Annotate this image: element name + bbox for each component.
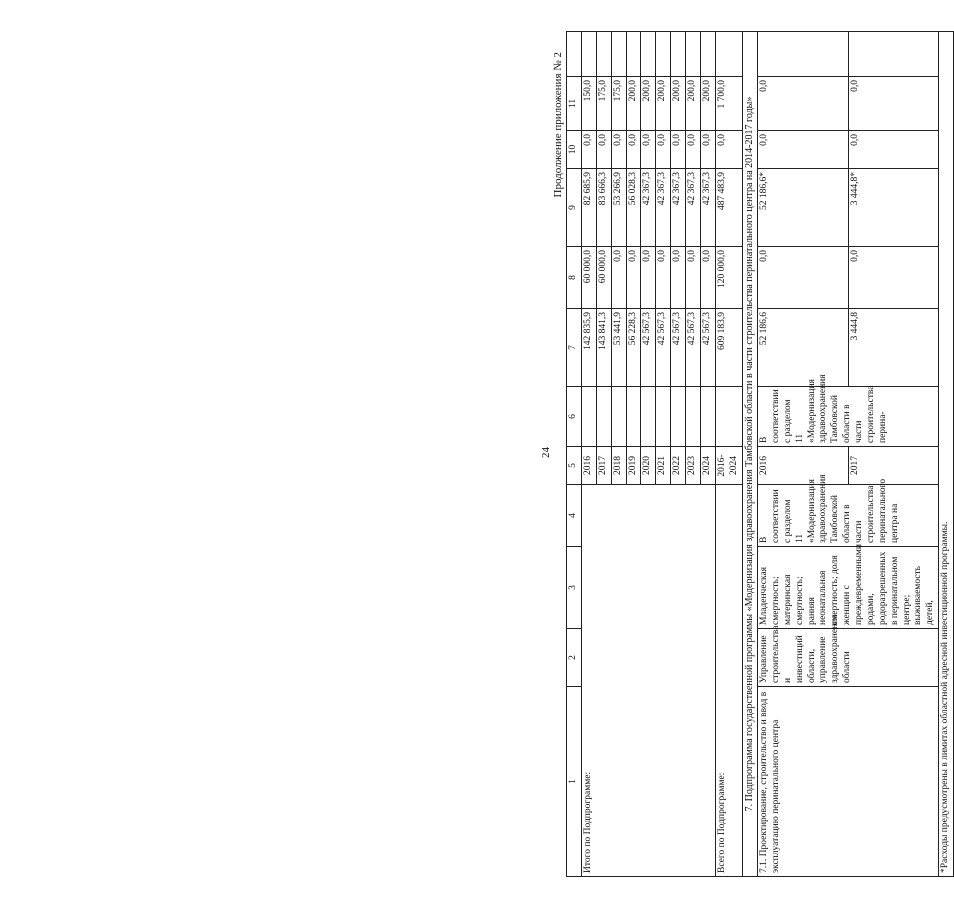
year-cell: 2017 <box>596 447 611 485</box>
value-cell: 0,0 <box>626 131 641 169</box>
value-cell: 0,0 <box>848 247 939 309</box>
header-cell-4: 4 <box>567 485 582 547</box>
value-cell: 0,0 <box>671 131 686 169</box>
value-cell: 52 186,6 <box>758 309 849 387</box>
year-cell: 2023 <box>686 447 701 485</box>
value-cell: 0,0 <box>671 247 686 309</box>
year-cell: 2016 <box>758 447 849 485</box>
value-cell: 53 266,9 <box>611 169 626 247</box>
item-executor: Управление строительства и инвестиций области, управление здравоохранения области <box>758 629 939 687</box>
value-cell: 0,0 <box>611 247 626 309</box>
empty-cell <box>671 387 686 447</box>
year-cell: 2019 <box>626 447 641 485</box>
value-cell: 200,0 <box>641 77 656 131</box>
empty-cell <box>626 32 641 77</box>
value-cell: 3 444,8 <box>848 309 939 387</box>
empty-cell <box>641 387 656 447</box>
value-cell: 0,0 <box>700 247 715 309</box>
value-cell: 200,0 <box>626 77 641 131</box>
value-cell: 142 835,9 <box>581 309 596 387</box>
header-cell-1: 1 <box>567 687 582 877</box>
value-cell: 0,0 <box>848 131 939 169</box>
value-cell: 0,0 <box>611 131 626 169</box>
value-cell: 175,0 <box>596 77 611 131</box>
value-cell: 83 666,3 <box>596 169 611 247</box>
value-cell: 3 444,8* <box>848 169 939 247</box>
year-cell: 2020 <box>641 447 656 485</box>
value-cell: 200,0 <box>671 77 686 131</box>
value-cell: 1 700,0 <box>715 77 742 131</box>
value-cell: 42 367,3 <box>686 169 701 247</box>
vsego-label: Всего по Подпрограмме: <box>715 485 742 877</box>
item-name: 7.1. Проектирование, строительство и ввод в эксплуатацию перинатального центра <box>758 687 939 877</box>
value-cell: 42 567,3 <box>641 309 656 387</box>
value-cell: 0,0 <box>848 77 939 131</box>
empty-cell <box>626 387 641 447</box>
year-cell: 2022 <box>671 447 686 485</box>
value-cell: 56 028,3 <box>626 169 641 247</box>
footnote: *Расходы предусмотрены в лимитах областной адресной инвестиционной программы. <box>939 32 954 877</box>
table-body <box>567 32 954 877</box>
value-cell: 0,0 <box>656 131 671 169</box>
empty-cell <box>581 387 596 447</box>
empty-cell <box>715 32 742 77</box>
table-row <box>581 32 596 877</box>
value-cell: 0,0 <box>715 131 742 169</box>
header-cell-8: 8 <box>567 247 582 309</box>
itogo-label: Итого по Подпрограмме: <box>581 485 715 877</box>
value-cell: 0,0 <box>641 247 656 309</box>
value-cell: 200,0 <box>686 77 701 131</box>
header-row <box>567 32 582 877</box>
empty-cell <box>641 32 656 77</box>
header-cell-6: 6 <box>567 387 582 447</box>
value-cell: 42 567,3 <box>656 309 671 387</box>
value-cell: 0,0 <box>758 77 849 131</box>
header-cell-7: 7 <box>567 309 582 387</box>
empty-cell <box>686 387 701 447</box>
value-cell: 42 567,3 <box>700 309 715 387</box>
empty-cell <box>611 387 626 447</box>
value-cell: 53 441,9 <box>611 309 626 387</box>
year-cell: 2018 <box>611 447 626 485</box>
empty-cell <box>656 387 671 447</box>
value-cell: 42 367,3 <box>671 169 686 247</box>
value-cell: 200,0 <box>656 77 671 131</box>
footnote-row <box>939 32 954 877</box>
page-number: 24 <box>540 447 552 458</box>
item-source: В соответствии с разделом 11 «Модернизация здравоохранения Тамбовской области в части строительства перина- <box>758 387 939 447</box>
empty-cell <box>581 32 596 77</box>
header-cell-9: 9 <box>567 169 582 247</box>
year-cell: 2017 <box>848 447 939 485</box>
header-cell-3: 3 <box>567 547 582 629</box>
section-row <box>742 32 758 877</box>
value-cell: 200,0 <box>700 77 715 131</box>
year-cell: 2016 <box>581 447 596 485</box>
header-cell-10: 10 <box>567 131 582 169</box>
empty-cell <box>671 32 686 77</box>
value-cell: 0,0 <box>758 247 849 309</box>
value-cell: 60 000,0 <box>581 247 596 309</box>
empty-cell <box>611 32 626 77</box>
value-cell: 175,0 <box>611 77 626 131</box>
item-basis: В соответствии с разделом 11 «Модернизация здравоохранения Тамбовской области в части строительства перинатального центра на <box>758 485 939 547</box>
empty-cell <box>700 387 715 447</box>
header-cell-2: 2 <box>567 629 582 687</box>
empty-cell <box>848 32 939 77</box>
empty-cell <box>656 32 671 77</box>
value-cell: 0,0 <box>581 131 596 169</box>
value-cell: 0,0 <box>758 131 849 169</box>
appendix-label: Продолжение приложения № 2 <box>552 52 564 198</box>
total-row <box>715 32 742 877</box>
value-cell: 0,0 <box>700 131 715 169</box>
value-cell: 143 841,3 <box>596 309 611 387</box>
value-cell: 0,0 <box>596 131 611 169</box>
year-cell: 2024 <box>700 447 715 485</box>
value-cell: 42 367,3 <box>656 169 671 247</box>
value-cell: 42 367,3 <box>641 169 656 247</box>
value-cell: 56 228,3 <box>626 309 641 387</box>
value-cell: 609 183,9 <box>715 309 742 387</box>
header-cell-extra <box>567 32 582 77</box>
header-cell-11: 11 <box>567 77 582 131</box>
table-row <box>758 32 849 877</box>
value-cell: 0,0 <box>686 131 701 169</box>
value-cell: 0,0 <box>656 247 671 309</box>
value-cell: 60 000,0 <box>596 247 611 309</box>
value-cell: 42 367,3 <box>700 169 715 247</box>
header-cell-5: 5 <box>567 447 582 485</box>
empty-cell <box>596 387 611 447</box>
value-cell: 42 567,3 <box>671 309 686 387</box>
empty-cell <box>715 387 742 447</box>
section-title: 7. Подпрограмма государственной программы «Модернизация здравоохранения Тамбовской области в части строительства перинатального центра на 2014-2017 годы» <box>742 32 758 877</box>
empty-cell <box>596 32 611 77</box>
year-cell: 2016-2024 <box>715 447 742 485</box>
year-cell: 2021 <box>656 447 671 485</box>
value-cell: 82 685,9 <box>581 169 596 247</box>
value-cell: 120 000,0 <box>715 247 742 309</box>
value-cell: 150,0 <box>581 77 596 131</box>
value-cell: 52 186,6* <box>758 169 849 247</box>
value-cell: 0,0 <box>686 247 701 309</box>
budget-table <box>566 31 954 877</box>
empty-cell <box>700 32 715 77</box>
value-cell: 0,0 <box>626 247 641 309</box>
empty-cell <box>758 32 849 77</box>
value-cell: 487 483,9 <box>715 169 742 247</box>
item-indicators: Младенческая смертность; материнская смертность; ранняя неонатальная смертность; доля женщин с преждевременными родами, родоразрешенных в перинатальном центре; выживаемость детей, <box>758 547 939 629</box>
value-cell: 42 567,3 <box>686 309 701 387</box>
empty-cell <box>686 32 701 77</box>
value-cell: 0,0 <box>641 131 656 169</box>
